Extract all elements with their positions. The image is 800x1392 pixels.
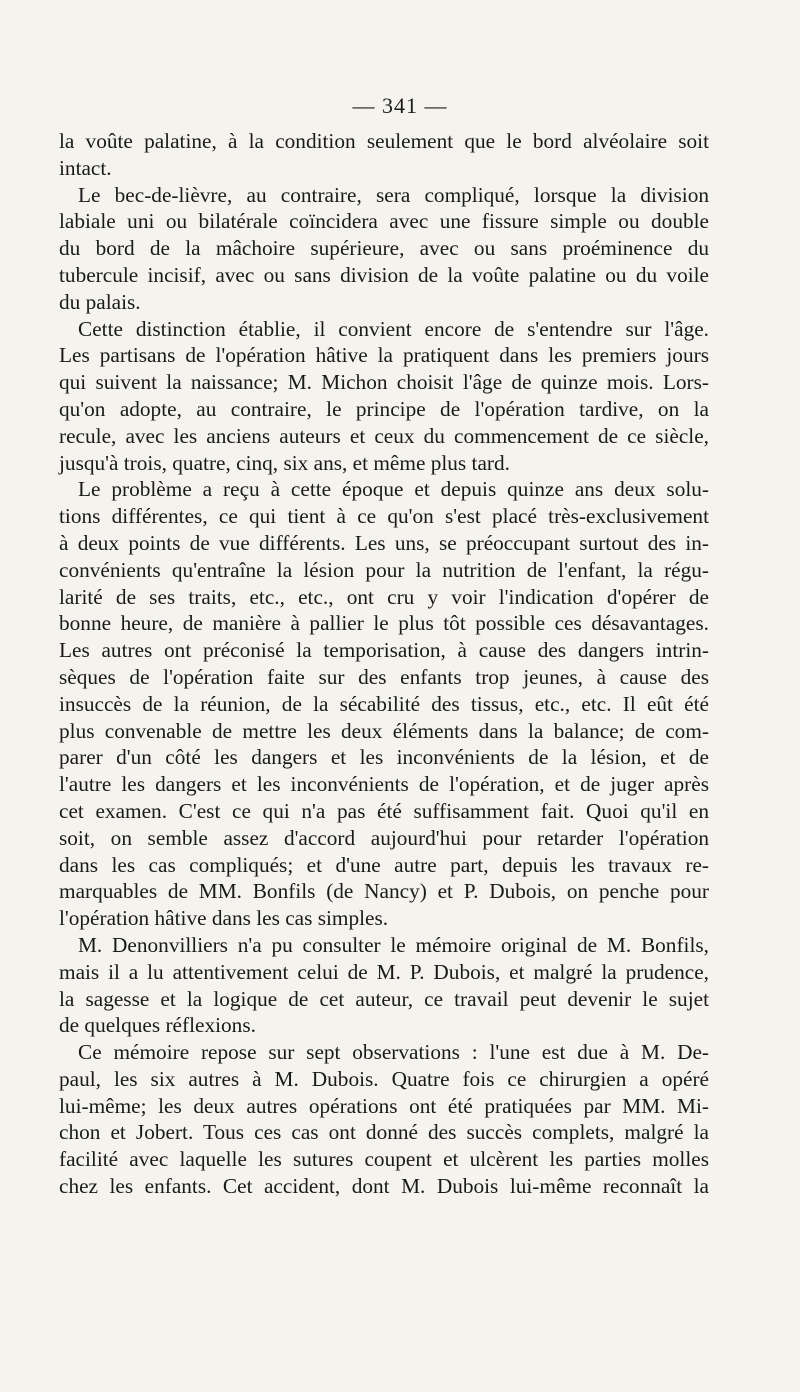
text-line: M. Denonvilliers n'a pu consulter le mémoire original de M. Bonfils, [78, 932, 709, 957]
text-line: tubercule incisif, avec ou sans division de la voûte palatine ou du voile [59, 262, 709, 287]
text-line: de quelques réflexions. [59, 1013, 256, 1038]
text-line: cet examen. C'est ce qui n'a pas été suffisamment fait. Quoi qu'il en [59, 798, 709, 823]
text-line: soit, on semble assez d'accord aujourd'hui pour retarder l'opération [59, 825, 709, 850]
text-line: Le problème a reçu à cette époque et depuis quinze ans deux solu- [78, 477, 709, 502]
text-line: paul, les six autres à M. Dubois. Quatre fois ce chirurgien a opéré [59, 1066, 709, 1091]
paragraph-5 [59, 932, 709, 1039]
text-line: insuccès de la réunion, de la sécabilité des tissus, etc., etc. Il eût été [59, 691, 709, 716]
text-line: Cette distinction établie, il convient encore de s'entendre sur l'âge. [78, 316, 709, 341]
paragraph-6 [59, 1039, 709, 1200]
paragraph-4 [59, 476, 709, 932]
text-line: tions différentes, ce qui tient à ce qu'on s'est placé très-exclusivement [59, 504, 709, 529]
text-line: jusqu'à trois, quatre, cinq, six ans, et même plus tard. [59, 450, 510, 475]
text-line: convénients qu'entraîne la lésion pour la nutrition de l'enfant, la régu- [59, 557, 709, 582]
text-line: sèques de l'opération faite sur des enfants trop jeunes, à cause des [59, 664, 709, 689]
text-line: bonne heure, de manière à pallier le plus tôt possible ces désavantages. [59, 611, 709, 636]
text-line: recule, avec les anciens auteurs et ceux du commencement de ce siècle, [59, 423, 709, 448]
text-line: larité de ses traits, etc., etc., ont cru y voir l'indication d'opérer de [59, 584, 709, 609]
text-line: lui-même; les deux autres opérations ont été pratiquées par MM. Mi- [59, 1093, 709, 1118]
text-line: labiale uni ou bilatérale coïncidera avec une fissure simple ou double [59, 209, 709, 234]
text-line: intact. [59, 155, 112, 180]
paragraph-3 [59, 316, 709, 477]
text-line: dans les cas compliqués; et d'une autre part, depuis les travaux re- [59, 852, 709, 877]
text-line: l'autre les dangers et les inconvénients de l'opération, et de juger après [59, 772, 709, 797]
text-line: la voûte palatine, à la condition seulement que le bord alvéolaire soit [59, 129, 709, 153]
text-line: Ce mémoire repose sur sept observations : l'une est due à M. De- [78, 1040, 709, 1065]
text-line: Les partisans de l'opération hâtive la pratiquent dans les premiers jours [59, 343, 709, 368]
text-line: la sagesse et la logique de cet auteur, ce travail peut devenir le sujet [59, 986, 709, 1011]
text-line: à deux points de vue différents. Les uns, se préoccupant surtout des in- [59, 530, 709, 555]
paragraph-2 [59, 182, 709, 316]
text-line: marquables de MM. Bonfils (de Nancy) et P. Dubois, on penche pour [59, 879, 709, 904]
text-line: du bord de la mâchoire supérieure, avec ou sans proéminence du [59, 236, 709, 261]
text-line: l'opération hâtive dans les cas simples. [59, 906, 389, 931]
text-line: mais il a lu attentivement celui de M. P. Dubois, et malgré la prudence, [59, 959, 709, 984]
body-text [59, 128, 709, 1200]
text-line: chon et Jobert. Tous ces cas ont donné des succès complets, malgré la [59, 1120, 709, 1145]
text-line: plus convenable de mettre les deux éléments dans la balance; de com- [59, 718, 709, 743]
text-line: qui suivent la naissance; M. Michon choisit l'âge de quinze mois. Lors- [59, 370, 709, 395]
page-number: — 341 — [352, 93, 448, 118]
text-line: du palais. [59, 289, 141, 314]
paragraph-1 [59, 128, 709, 182]
text-line: qu'on adopte, au contraire, le principe de l'opération tardive, on la [59, 396, 709, 421]
text-line: facilité avec laquelle les sutures coupent et ulcèrent les parties molles [59, 1147, 709, 1172]
text-line: parer d'un côté les dangers et les inconvénients de la lésion, et de [59, 745, 709, 770]
text-line: Les autres ont préconisé la temporisation, à cause des dangers intrin- [59, 638, 709, 663]
text-line: chez les enfants. Cet accident, dont M. Dubois lui-même reconnaît la [59, 1174, 709, 1199]
text-line: Le bec-de-lièvre, au contraire, sera compliqué, lorsque la division [78, 182, 709, 207]
